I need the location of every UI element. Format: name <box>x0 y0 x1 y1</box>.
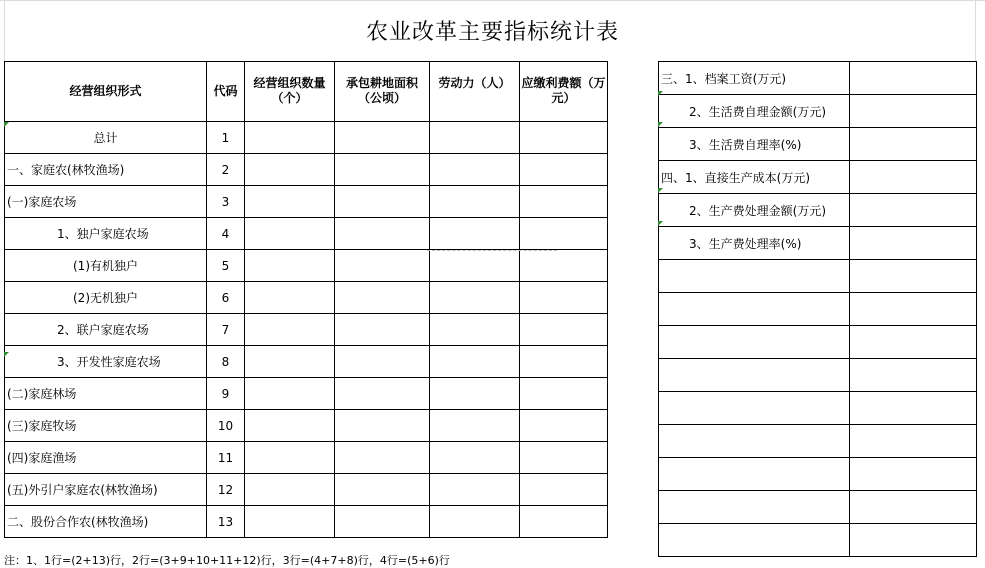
cell-area[interactable] <box>335 282 430 314</box>
row-label[interactable]: 总计 <box>5 122 207 154</box>
side-label[interactable]: 3、生活费自理率(%) <box>659 128 850 161</box>
cell-fee[interactable] <box>520 410 608 442</box>
side-value[interactable] <box>850 326 977 359</box>
cell-comment-marker <box>4 352 9 357</box>
cell-area[interactable] <box>335 410 430 442</box>
cell-fee[interactable] <box>520 154 608 186</box>
side-row <box>659 524 977 557</box>
row-code[interactable]: 10 <box>207 410 245 442</box>
side-row <box>659 260 977 293</box>
row-label[interactable]: 二、股份合作农(林牧渔场) <box>5 506 207 538</box>
cell-fee[interactable] <box>520 250 608 282</box>
side-label[interactable] <box>659 260 850 293</box>
side-value[interactable] <box>850 260 977 293</box>
side-row <box>659 293 977 326</box>
cell-labor[interactable] <box>430 410 520 442</box>
cell-count[interactable] <box>245 250 335 282</box>
cell-area[interactable] <box>335 346 430 378</box>
cell-area[interactable] <box>335 250 430 282</box>
footnote: 注：1、1行=(2+13)行，2行=(3+9+10+11+12)行，3行=(4+7+8)行，4行=(5+6)行 <box>4 554 450 567</box>
side-value[interactable] <box>850 359 977 392</box>
side-value[interactable] <box>850 524 977 557</box>
table-row <box>5 154 608 186</box>
cell-area[interactable] <box>335 442 430 474</box>
header-row <box>5 62 608 122</box>
cell-fee[interactable] <box>520 474 608 506</box>
side-label[interactable]: 三、1、档案工资(万元) <box>659 62 850 95</box>
cell-labor[interactable] <box>430 122 520 154</box>
cell-fee[interactable] <box>520 282 608 314</box>
selection-marquee <box>427 250 557 251</box>
cell-count[interactable] <box>245 218 335 250</box>
cell-labor[interactable] <box>430 186 520 218</box>
header-labor[interactable]: 劳动力（人） <box>430 62 520 122</box>
row-label[interactable]: (五)外引户家庭农(林牧渔场) <box>5 474 207 506</box>
side-row <box>659 425 977 458</box>
row-code[interactable]: 2 <box>207 154 245 186</box>
side-label[interactable] <box>659 524 850 557</box>
cell-comment-marker <box>4 122 9 127</box>
table-row <box>5 442 608 474</box>
row-label[interactable]: (2)无机独户 <box>5 282 207 314</box>
row-label[interactable]: 一、家庭农(林牧渔场) <box>5 154 207 186</box>
header-count[interactable]: 经营组织数量（个） <box>245 62 335 122</box>
cell-fee[interactable] <box>520 186 608 218</box>
row-code[interactable]: 8 <box>207 346 245 378</box>
side-value[interactable] <box>850 227 977 260</box>
cell-area[interactable] <box>335 314 430 346</box>
cell-labor[interactable] <box>430 442 520 474</box>
header-code[interactable]: 代码 <box>207 62 245 122</box>
cell-area[interactable] <box>335 122 430 154</box>
cell-fee[interactable] <box>520 314 608 346</box>
table-row <box>5 186 608 218</box>
row-code[interactable]: 6 <box>207 282 245 314</box>
row-code[interactable]: 7 <box>207 314 245 346</box>
side-row <box>659 491 977 524</box>
row-label[interactable]: (三)家庭牧场 <box>5 410 207 442</box>
side-value[interactable] <box>850 425 977 458</box>
cell-area[interactable] <box>335 506 430 538</box>
side-value[interactable] <box>850 194 977 227</box>
cell-area[interactable] <box>335 154 430 186</box>
side-label[interactable] <box>659 458 850 491</box>
main-table <box>4 61 608 538</box>
table-row <box>5 378 608 410</box>
table-row <box>5 282 608 314</box>
cell-count[interactable] <box>245 442 335 474</box>
table-row <box>5 122 608 154</box>
row-code[interactable]: 11 <box>207 442 245 474</box>
cell-count[interactable] <box>245 346 335 378</box>
side-row <box>659 128 977 161</box>
cell-area[interactable] <box>335 474 430 506</box>
side-label[interactable]: 2、生产费处理金额(万元) <box>659 194 850 227</box>
cell-fee[interactable] <box>520 506 608 538</box>
side-label[interactable] <box>659 392 850 425</box>
cell-fee[interactable] <box>520 378 608 410</box>
row-code[interactable]: 5 <box>207 250 245 282</box>
cell-fee[interactable] <box>520 442 608 474</box>
side-label[interactable] <box>659 326 850 359</box>
side-row <box>659 227 977 260</box>
cell-comment-marker <box>658 122 663 127</box>
cell-comment-marker <box>658 188 663 193</box>
cell-labor[interactable] <box>430 218 520 250</box>
cell-labor[interactable] <box>430 314 520 346</box>
cell-labor[interactable] <box>430 346 520 378</box>
table-row <box>5 410 608 442</box>
header-form[interactable]: 经营组织形式 <box>5 62 207 122</box>
table-row <box>5 346 608 378</box>
side-label[interactable] <box>659 491 850 524</box>
table-row <box>5 506 608 538</box>
side-label[interactable]: 3、生产费处理率(%) <box>659 227 850 260</box>
cell-labor[interactable] <box>430 282 520 314</box>
cell-fee[interactable] <box>520 218 608 250</box>
cell-labor[interactable] <box>430 474 520 506</box>
header-fee[interactable]: 应缴利费额（万元） <box>520 62 608 122</box>
side-label[interactable] <box>659 293 850 326</box>
row-label[interactable]: (一)家庭农场 <box>5 186 207 218</box>
cell-count[interactable] <box>245 186 335 218</box>
row-label[interactable]: 2、联户家庭农场 <box>5 314 207 346</box>
row-code[interactable]: 4 <box>207 218 245 250</box>
row-code[interactable]: 9 <box>207 378 245 410</box>
cell-area[interactable] <box>335 186 430 218</box>
table-row <box>5 250 608 282</box>
side-value[interactable] <box>850 95 977 128</box>
cell-count[interactable] <box>245 122 335 154</box>
cell-count[interactable] <box>245 282 335 314</box>
cell-labor[interactable] <box>430 378 520 410</box>
side-row <box>659 326 977 359</box>
side-table <box>658 61 977 557</box>
cell-labor[interactable] <box>430 154 520 186</box>
row-label[interactable]: (四)家庭渔场 <box>5 442 207 474</box>
row-code[interactable]: 13 <box>207 506 245 538</box>
cell-fee[interactable] <box>520 122 608 154</box>
side-label[interactable] <box>659 359 850 392</box>
cell-comment-marker <box>658 91 663 96</box>
table-row <box>5 218 608 250</box>
side-row <box>659 95 977 128</box>
side-value[interactable] <box>850 161 977 194</box>
side-label[interactable]: 四、1、直接生产成本(万元) <box>659 161 850 194</box>
side-row <box>659 359 977 392</box>
cell-count[interactable] <box>245 506 335 538</box>
side-value[interactable] <box>850 62 977 95</box>
cell-count[interactable] <box>245 314 335 346</box>
cell-area[interactable] <box>335 378 430 410</box>
row-label[interactable]: 3、开发性家庭农场 <box>5 346 207 378</box>
cell-labor[interactable] <box>430 506 520 538</box>
cell-area[interactable] <box>335 218 430 250</box>
side-label[interactable]: 2、生活费自理金额(万元) <box>659 95 850 128</box>
side-row <box>659 194 977 227</box>
side-value[interactable] <box>850 293 977 326</box>
row-label[interactable]: (1)有机独户 <box>5 250 207 282</box>
side-row <box>659 62 977 95</box>
row-code[interactable]: 12 <box>207 474 245 506</box>
side-row <box>659 392 977 425</box>
cell-count[interactable] <box>245 378 335 410</box>
cell-count[interactable] <box>245 410 335 442</box>
row-code[interactable]: 3 <box>207 186 245 218</box>
side-label[interactable] <box>659 425 850 458</box>
side-row <box>659 458 977 491</box>
header-area[interactable]: 承包耕地面积（公顷） <box>335 62 430 122</box>
side-row <box>659 161 977 194</box>
page-title: 农业改革主要指标统计表 <box>365 20 619 45</box>
cell-count[interactable] <box>245 154 335 186</box>
table-row <box>5 314 608 346</box>
cell-comment-marker <box>658 221 663 226</box>
side-value[interactable] <box>850 392 977 425</box>
side-value[interactable] <box>850 458 977 491</box>
row-code[interactable]: 1 <box>207 122 245 154</box>
row-label[interactable]: 1、独户家庭农场 <box>5 218 207 250</box>
side-value[interactable] <box>850 491 977 524</box>
table-row <box>5 474 608 506</box>
row-label[interactable]: (二)家庭林场 <box>5 378 207 410</box>
cell-count[interactable] <box>245 474 335 506</box>
cell-fee[interactable] <box>520 346 608 378</box>
cell-labor[interactable] <box>430 250 520 282</box>
side-value[interactable] <box>850 128 977 161</box>
